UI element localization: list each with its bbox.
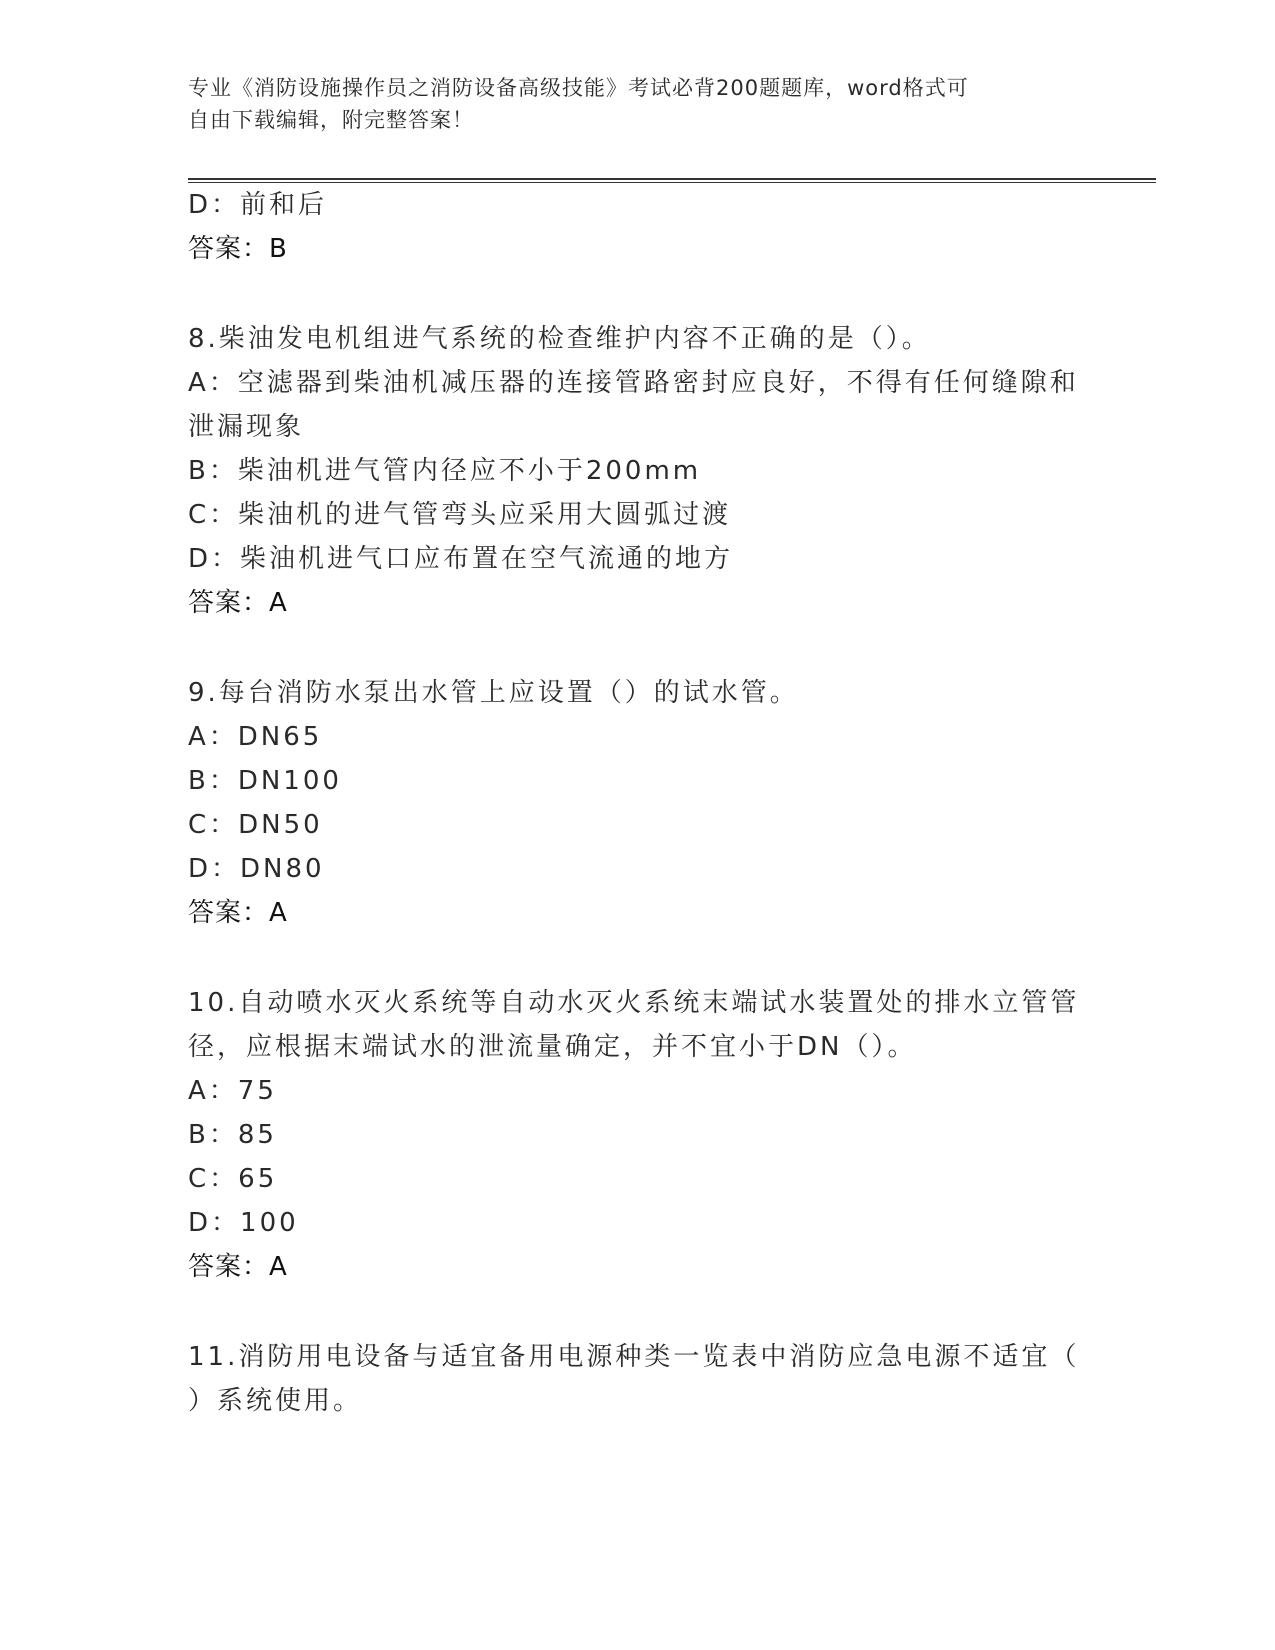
option-d-prev: D：前和后 <box>188 190 328 220</box>
header-line-2: 自由下载编辑，附完整答案！ <box>188 108 474 132</box>
question-11-stem-cont: ）系统使用。 <box>188 1386 363 1416</box>
question-9-option-c: C：DN50 <box>188 810 323 840</box>
question-9-answer: 答案：A <box>188 898 288 928</box>
header-divider <box>188 178 1156 183</box>
question-11-stem: 11.消防用电设备与适宜备用电源种类一览表中消防应急电源不适宜（ <box>188 1342 1080 1372</box>
question-10-option-c: C：65 <box>188 1164 278 1194</box>
question-8-option-a: A：空滤器到柴油机减压器的连接管路密封应良好，不得有任何缝隙和 <box>188 368 1079 398</box>
question-10-option-d: D：100 <box>188 1208 299 1238</box>
question-8-option-b: B：柴油机进气管内径应不小于200mm <box>188 456 702 486</box>
question-10-option-b: B：85 <box>188 1120 277 1150</box>
question-10-stem: 10.自动喷水灭火系统等自动水灭火系统末端试水装置处的排水立管管 <box>188 988 1080 1018</box>
question-10-answer: 答案：A <box>188 1252 288 1282</box>
question-8-option-d: D：柴油机进气口应布置在空气流通的地方 <box>188 544 734 574</box>
question-9-option-a: A：DN65 <box>188 722 323 752</box>
header-line-1: 专业《消防设施操作员之消防设备高级技能》考试必背200题题库，word格式可 <box>188 76 969 100</box>
question-10-stem-cont: 径，应根据末端试水的泄流量确定，并不宜小于DN（）。 <box>188 1032 917 1062</box>
question-10-option-a: A：75 <box>188 1076 277 1106</box>
question-8-option-a-cont: 泄漏现象 <box>188 412 305 442</box>
answer-prev: 答案：B <box>188 234 288 264</box>
question-9-option-d: D：DN80 <box>188 854 325 884</box>
page-header <box>188 72 1088 136</box>
question-8-option-c: C：柴油机的进气管弯头应采用大圆弧过渡 <box>188 500 732 530</box>
question-8-answer: 答案：A <box>188 588 288 618</box>
question-9-option-b: B：DN100 <box>188 766 342 796</box>
question-8-stem: 8.柴油发电机组进气系统的检查维护内容不正确的是（）。 <box>188 324 931 354</box>
question-9-stem: 9.每台消防水泵出水管上应设置（）的试水管。 <box>188 678 799 708</box>
